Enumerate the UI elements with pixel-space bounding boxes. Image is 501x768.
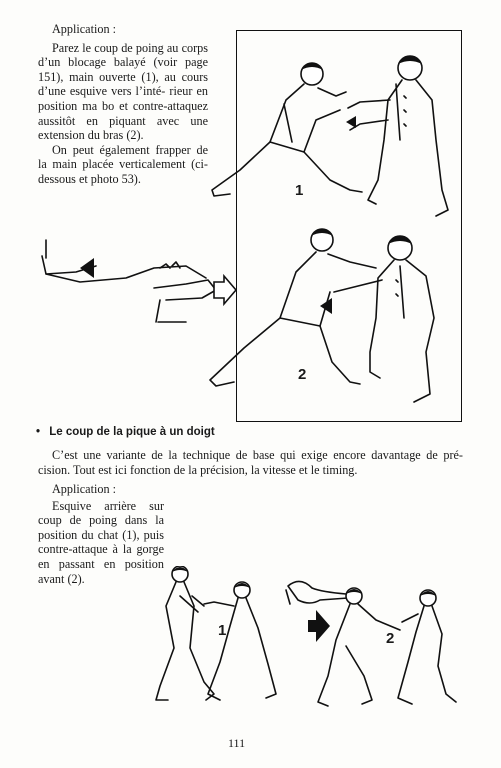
heading-title: Le coup de la pique à un doigt <box>49 426 215 438</box>
section-heading <box>36 426 215 438</box>
application-paragraph-3: Esquive arrière sur coup de poing dans la position du chat (1), puis contre-attaque à la gorge en passant en position avant (2). <box>38 498 164 586</box>
application-text-block-1 <box>38 22 208 187</box>
figure-2-number-2: 2 <box>386 630 395 647</box>
figure-1-number-1: 1 <box>295 182 304 199</box>
illustration-arm-detail <box>36 238 246 330</box>
application-label: Application : <box>52 22 116 36</box>
intro-paragraph: C’est une variante de la technique de base qui exige encore davantage de pré- cision. Tout est ici fonction de la précision, la vitesse et le timing. <box>38 448 463 477</box>
application-paragraph-2: On peut également frapper de la main placée verticalement (ci-dessous et photo 53). <box>38 142 208 186</box>
figure-1-number-2: 2 <box>298 366 307 383</box>
page-number: 111 <box>228 736 246 750</box>
illustration-figure-1 <box>200 40 460 240</box>
application-text-block-2 <box>38 482 164 586</box>
application-paragraph-1: Parez le coup de poing au corps d’un blocage balayé (voir page 151), main ouverte (1), au cours d’une esquive vers l’inté- rieur en position ma bo et contre-attaquez aussitôt en piquant avec une extension du bras (2). <box>38 40 208 143</box>
application-label-2: Application : <box>52 482 116 496</box>
figure-2-number-1: 1 <box>218 622 227 639</box>
illustration-figure-3 <box>150 566 470 722</box>
heading-bullet: • <box>36 426 41 438</box>
